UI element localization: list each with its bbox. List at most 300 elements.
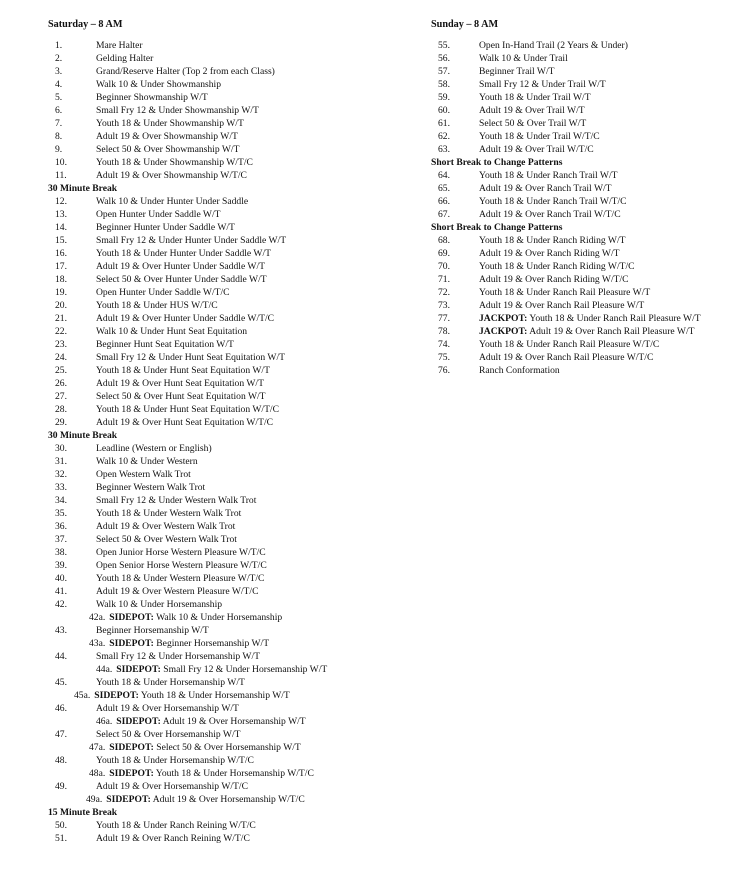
class-name-cell bbox=[96, 546, 266, 559]
jackpot-label: JACKPOT: bbox=[479, 313, 528, 324]
break-heading: Short Break to Change Patterns bbox=[431, 157, 563, 168]
class-number: 7. bbox=[55, 118, 63, 129]
class-name-cell bbox=[479, 130, 600, 143]
class-name: Adult 19 & Over Trail W/T/C bbox=[479, 144, 594, 155]
class-row bbox=[431, 182, 731, 195]
class-name: Select 50 & Over Hunt Seat Equitation W/T bbox=[96, 391, 266, 402]
class-name: Small Fry 12 & Under Horsemanship W/T bbox=[96, 651, 260, 662]
class-name-cell bbox=[96, 403, 279, 416]
class-name-cell bbox=[479, 208, 621, 221]
class-row bbox=[48, 364, 388, 377]
class-name-cell bbox=[479, 117, 586, 130]
class-row bbox=[431, 260, 731, 273]
sidepot-row bbox=[48, 689, 388, 702]
class-number: 6. bbox=[55, 105, 63, 116]
class-name: Youth 18 & Under Trail W/T/C bbox=[479, 131, 600, 142]
class-name: Adult 19 & Over Hunter Under Saddle W/T bbox=[96, 261, 266, 272]
class-number: 68. bbox=[438, 235, 450, 246]
class-number: 23. bbox=[55, 339, 67, 350]
class-name: Adult 19 & Over Showmanship W/T bbox=[96, 131, 238, 142]
class-name: Youth 18 & Under HUS W/T/C bbox=[96, 300, 218, 311]
class-row bbox=[431, 351, 731, 364]
class-name-cell bbox=[96, 78, 221, 91]
class-number: 58. bbox=[438, 79, 450, 90]
class-row bbox=[48, 247, 388, 260]
class-row bbox=[431, 234, 731, 247]
class-name-cell bbox=[479, 78, 606, 91]
class-number: 3. bbox=[55, 66, 63, 77]
class-row bbox=[48, 624, 388, 637]
break-heading: 15 Minute Break bbox=[48, 807, 118, 818]
class-number: 46. bbox=[55, 703, 67, 714]
class-number: 72. bbox=[438, 287, 450, 298]
class-name: Beginner Hunter Under Saddle W/T bbox=[96, 222, 235, 233]
class-number: 65. bbox=[438, 183, 450, 194]
sidepot-row bbox=[48, 767, 388, 780]
class-name: Beginner Horsemanship W/T bbox=[156, 638, 270, 649]
class-name: Adult 19 & Over Ranch Riding W/T/C bbox=[479, 274, 629, 285]
class-number: 76. bbox=[438, 365, 450, 376]
class-name: Small Fry 12 & Under Hunt Seat Equitation W/T bbox=[96, 352, 286, 363]
class-name: Open Western Walk Trot bbox=[96, 469, 191, 480]
class-row bbox=[48, 65, 388, 78]
sidepot-row bbox=[48, 611, 388, 624]
class-name: Beginner Showmanship W/T bbox=[96, 92, 208, 103]
class-name-cell bbox=[96, 221, 235, 234]
class-name: Open Hunter Under Saddle W/T bbox=[96, 209, 221, 220]
class-name: Walk 10 & Under Trail bbox=[479, 53, 568, 64]
class-row bbox=[48, 52, 388, 65]
jackpot-label: JACKPOT: bbox=[479, 326, 528, 337]
class-name: Youth 18 & Under Showmanship W/T bbox=[96, 118, 244, 129]
class-number: 38. bbox=[55, 547, 67, 558]
break-heading: Short Break to Change Patterns bbox=[431, 222, 563, 233]
class-name: Youth 18 & Under Western Pleasure W/T/C bbox=[96, 573, 265, 584]
class-row bbox=[48, 754, 388, 767]
class-name-cell bbox=[96, 481, 205, 494]
class-name: Select 50 & Over Trail W/T bbox=[479, 118, 587, 129]
class-name-cell bbox=[479, 91, 591, 104]
class-number: 1. bbox=[55, 40, 63, 51]
class-name: Small Fry 12 & Under Western Walk Trot bbox=[96, 495, 257, 506]
class-name-cell bbox=[479, 143, 594, 156]
class-row bbox=[431, 104, 731, 117]
class-name-cell bbox=[96, 572, 264, 585]
class-row bbox=[48, 273, 388, 286]
class-row bbox=[48, 819, 388, 832]
class-name: Small Fry 12 & Under Horsemanship W/T bbox=[163, 664, 328, 675]
class-number: 66. bbox=[438, 196, 450, 207]
class-name-cell bbox=[96, 455, 198, 468]
class-name-cell bbox=[96, 130, 238, 143]
class-row bbox=[431, 273, 731, 286]
sidepot-row bbox=[48, 715, 388, 728]
class-number: 29. bbox=[55, 417, 67, 428]
class-name: Beginner Hunt Seat Equitation W/T bbox=[96, 339, 234, 350]
class-name: Grand/Reserve Halter (Top 2 from each Class) bbox=[96, 66, 275, 77]
class-number: 20. bbox=[55, 300, 67, 311]
class-number: 35. bbox=[55, 508, 67, 519]
class-name-cell bbox=[96, 156, 253, 169]
class-number: 25. bbox=[55, 365, 67, 376]
class-number: 47. bbox=[55, 729, 67, 740]
class-name-cell bbox=[479, 260, 635, 273]
class-row bbox=[48, 572, 388, 585]
class-name-cell bbox=[96, 832, 250, 845]
class-row bbox=[48, 117, 388, 130]
class-number: 49a. bbox=[86, 794, 103, 805]
class-row bbox=[431, 130, 731, 143]
class-number: 43a. bbox=[89, 638, 106, 649]
class-number: 64. bbox=[438, 170, 450, 181]
class-number: 60. bbox=[438, 105, 450, 116]
class-number: 32. bbox=[55, 469, 67, 480]
class-row bbox=[48, 208, 388, 221]
class-name-cell bbox=[96, 390, 266, 403]
class-number: 9. bbox=[55, 144, 63, 155]
class-row bbox=[48, 455, 388, 468]
saturday-heading: Saturday – 8 AM bbox=[48, 19, 123, 30]
class-name: Open In-Hand Trail (2 Years & Under) bbox=[479, 40, 628, 51]
class-row bbox=[48, 728, 388, 741]
class-name: Youth 18 & Under Horsemanship W/T bbox=[96, 677, 245, 688]
class-name-cell bbox=[96, 507, 241, 520]
class-name: Adult 19 & Over Hunt Seat Equitation W/T/C bbox=[96, 417, 274, 428]
class-number: 55. bbox=[438, 40, 450, 51]
class-row bbox=[48, 442, 388, 455]
sunday-heading: Sunday – 8 AM bbox=[431, 19, 499, 30]
class-name-cell bbox=[96, 91, 208, 104]
class-row bbox=[431, 312, 731, 325]
class-name: Select 50 & Over Horsemanship W/T bbox=[156, 742, 301, 753]
class-number: 19. bbox=[55, 287, 67, 298]
class-name-cell bbox=[96, 416, 273, 429]
class-row bbox=[48, 351, 388, 364]
class-name: Walk 10 & Under Hunt Seat Equitation bbox=[96, 326, 248, 337]
class-name-cell bbox=[96, 442, 212, 455]
class-name-cell bbox=[96, 494, 256, 507]
class-name: Open Junior Horse Western Pleasure W/T/C bbox=[96, 547, 266, 558]
class-name: Adult 19 & Over Ranch Riding W/T bbox=[479, 248, 620, 259]
class-name: Youth 18 & Under Showmanship W/T/C bbox=[96, 157, 253, 168]
class-number: 44. bbox=[55, 651, 67, 662]
class-name-cell bbox=[479, 195, 627, 208]
class-name: Adult 19 & Over Horsemanship W/T bbox=[96, 703, 239, 714]
class-number: 57. bbox=[438, 66, 450, 77]
class-name-cell bbox=[479, 39, 628, 52]
class-name: Select 50 & Over Western Walk Trot bbox=[96, 534, 237, 545]
class-name: Youth 18 & Under Hunt Seat Equitation W/T bbox=[96, 365, 270, 376]
class-name: Mare Halter bbox=[96, 40, 143, 51]
class-name-cell bbox=[96, 728, 241, 741]
class-name: Select 50 & Over Showmanship W/T bbox=[96, 144, 240, 155]
class-row bbox=[431, 169, 731, 182]
class-number: 30. bbox=[55, 443, 67, 454]
class-name-cell bbox=[479, 182, 612, 195]
class-number: 44a. bbox=[96, 664, 113, 675]
class-number: 37. bbox=[55, 534, 67, 545]
class-name: Youth 18 & Under Western Walk Trot bbox=[96, 508, 242, 519]
class-name-cell bbox=[96, 364, 270, 377]
class-name: Open Senior Horse Western Pleasure W/T/C bbox=[96, 560, 267, 571]
class-name: Adult 19 & Over Ranch Trail W/T bbox=[479, 183, 612, 194]
class-number: 21. bbox=[55, 313, 67, 324]
break-heading: 30 Minute Break bbox=[48, 183, 118, 194]
class-name: Small Fry 12 & Under Trail W/T bbox=[479, 79, 606, 90]
class-row bbox=[48, 676, 388, 689]
class-number: 31. bbox=[55, 456, 67, 467]
class-number: 34. bbox=[55, 495, 67, 506]
class-row bbox=[48, 650, 388, 663]
class-row bbox=[48, 338, 388, 351]
class-name-cell bbox=[96, 520, 235, 533]
class-name-cell bbox=[479, 312, 701, 325]
class-row bbox=[48, 169, 388, 182]
class-name-cell bbox=[96, 117, 244, 130]
class-number: 70. bbox=[438, 261, 450, 272]
class-name: Adult 19 & Over Hunt Seat Equitation W/T bbox=[96, 378, 264, 389]
class-row bbox=[48, 260, 388, 273]
class-name: Youth 18 & Under Hunter Under Saddle W/T bbox=[96, 248, 271, 259]
class-number: 61. bbox=[438, 118, 450, 129]
class-row bbox=[48, 403, 388, 416]
class-name: Youth 18 & Under Ranch Rail Pleasure W/T/C bbox=[479, 339, 660, 350]
class-name: Adult 19 & Over Ranch Reining W/T/C bbox=[96, 833, 250, 844]
class-number: 16. bbox=[55, 248, 67, 259]
sidepot-label: SIDEPOT: bbox=[116, 664, 161, 675]
class-row bbox=[48, 91, 388, 104]
class-name-cell bbox=[96, 104, 259, 117]
class-name-cell bbox=[96, 468, 191, 481]
class-row bbox=[48, 312, 388, 325]
class-name-cell bbox=[96, 52, 153, 65]
class-number: 49. bbox=[55, 781, 67, 792]
class-number: 15. bbox=[55, 235, 67, 246]
class-row bbox=[431, 195, 731, 208]
class-name-cell bbox=[96, 754, 254, 767]
class-number: 45. bbox=[55, 677, 67, 688]
class-name-cell bbox=[479, 104, 585, 117]
class-number: 5. bbox=[55, 92, 63, 103]
class-number: 46a. bbox=[96, 716, 113, 727]
class-name: Youth 18 & Under Ranch Riding W/T/C bbox=[479, 261, 635, 272]
class-name-cell bbox=[96, 286, 230, 299]
class-name: Adult 19 & Over Ranch Trail W/T/C bbox=[479, 209, 621, 220]
class-row bbox=[431, 91, 731, 104]
class-name: Select 50 & Over Hunter Under Saddle W/T bbox=[96, 274, 267, 285]
class-number: 78. bbox=[438, 326, 450, 337]
class-number: 43. bbox=[55, 625, 67, 636]
class-name: Adult 19 & Over Horsemanship W/T bbox=[162, 716, 306, 727]
class-name-cell bbox=[96, 273, 267, 286]
class-row bbox=[431, 39, 731, 52]
sidepot-label: SIDEPOT: bbox=[106, 794, 151, 805]
class-name-cell bbox=[479, 169, 618, 182]
class-name-cell bbox=[479, 52, 568, 65]
class-row bbox=[48, 130, 388, 143]
class-row bbox=[48, 559, 388, 572]
class-number: 41. bbox=[55, 586, 67, 597]
class-name-cell bbox=[96, 65, 275, 78]
class-number: 27. bbox=[55, 391, 67, 402]
class-row bbox=[48, 585, 388, 598]
sidepot-label: SIDEPOT: bbox=[116, 716, 161, 727]
class-name-cell bbox=[479, 234, 625, 247]
class-row bbox=[431, 247, 731, 260]
class-name: Walk 10 & Under Western bbox=[96, 456, 198, 467]
class-number: 45a. bbox=[74, 690, 91, 701]
class-row bbox=[48, 221, 388, 234]
class-row bbox=[48, 299, 388, 312]
class-name-cell bbox=[96, 585, 258, 598]
class-name: Adult 19 & Over Western Walk Trot bbox=[96, 521, 236, 532]
class-name-cell bbox=[479, 286, 650, 299]
class-row bbox=[48, 39, 388, 52]
class-number: 50. bbox=[55, 820, 67, 831]
class-name-cell bbox=[96, 624, 209, 637]
class-row bbox=[48, 156, 388, 169]
class-number: 36. bbox=[55, 521, 67, 532]
class-row bbox=[48, 234, 388, 247]
class-number: 22. bbox=[55, 326, 67, 337]
class-name: Walk 10 & Under Showmanship bbox=[96, 79, 221, 90]
class-number: 77. bbox=[438, 313, 450, 324]
class-row bbox=[431, 299, 731, 312]
class-number: 24. bbox=[55, 352, 67, 363]
class-name-cell bbox=[96, 351, 285, 364]
class-number: 40. bbox=[55, 573, 67, 584]
class-number: 28. bbox=[55, 404, 67, 415]
class-row bbox=[48, 702, 388, 715]
class-row bbox=[48, 494, 388, 507]
class-row bbox=[431, 208, 731, 221]
class-name: Select 50 & Over Horsemanship W/T bbox=[96, 729, 241, 740]
class-name: Youth 18 & Under Ranch Rail Pleasure W/T bbox=[529, 313, 701, 324]
class-name-cell bbox=[96, 260, 265, 273]
class-number: 48. bbox=[55, 755, 67, 766]
class-name: Walk 10 & Under Horsemanship bbox=[156, 612, 283, 623]
class-name-cell bbox=[479, 338, 659, 351]
class-name-cell bbox=[479, 351, 653, 364]
sunday-class-list bbox=[431, 39, 731, 377]
class-row bbox=[48, 780, 388, 793]
sidepot-row bbox=[48, 741, 388, 754]
class-row bbox=[48, 104, 388, 117]
class-name: Adult 19 & Over Horsemanship W/T/C bbox=[152, 794, 305, 805]
class-number: 75. bbox=[438, 352, 450, 363]
class-name-cell bbox=[96, 312, 274, 325]
class-name-cell bbox=[96, 39, 143, 52]
class-name: Youth 18 & Under Ranch Trail W/T/C bbox=[479, 196, 627, 207]
class-name: Open Hunter Under Saddle W/T/C bbox=[96, 287, 230, 298]
class-name-cell bbox=[96, 143, 239, 156]
class-row bbox=[48, 481, 388, 494]
class-name-cell bbox=[96, 780, 248, 793]
class-number: 73. bbox=[438, 300, 450, 311]
class-name: Ranch Conformation bbox=[479, 365, 560, 376]
class-number: 10. bbox=[55, 157, 67, 168]
class-name: Gelding Halter bbox=[96, 53, 154, 64]
sidepot-label: SIDEPOT: bbox=[109, 768, 154, 779]
class-row bbox=[48, 832, 388, 845]
class-name-cell bbox=[96, 208, 221, 221]
class-name: Youth 18 & Under Horsemanship W/T/C bbox=[155, 768, 314, 779]
class-name: Adult 19 & Over Western Pleasure W/T/C bbox=[96, 586, 259, 597]
class-name-cell bbox=[479, 299, 644, 312]
class-name: Beginner Horsemanship W/T bbox=[96, 625, 209, 636]
class-number: 14. bbox=[55, 222, 67, 233]
class-number: 56. bbox=[438, 53, 450, 64]
class-row bbox=[431, 338, 731, 351]
class-number: 18. bbox=[55, 274, 67, 285]
class-number: 17. bbox=[55, 261, 67, 272]
class-name: Beginner Western Walk Trot bbox=[96, 482, 206, 493]
class-row bbox=[48, 546, 388, 559]
class-row bbox=[431, 325, 731, 338]
class-number: 69. bbox=[438, 248, 450, 259]
class-row bbox=[48, 468, 388, 481]
class-name: Walk 10 & Under Horsemanship bbox=[96, 599, 223, 610]
class-number: 47a. bbox=[89, 742, 106, 753]
class-number: 42. bbox=[55, 599, 67, 610]
sidepot-label: SIDEPOT: bbox=[109, 638, 154, 649]
class-number: 12. bbox=[55, 196, 67, 207]
class-number: 39. bbox=[55, 560, 67, 571]
class-name: Adult 19 & Over Ranch Rail Pleasure W/T bbox=[529, 326, 695, 337]
class-name-cell bbox=[96, 559, 267, 572]
class-name: Beginner Trail W/T bbox=[479, 66, 555, 77]
class-number: 62. bbox=[438, 131, 450, 142]
class-row bbox=[48, 78, 388, 91]
class-name: Youth 18 & Under Ranch Trail W/T bbox=[479, 170, 618, 181]
class-name-cell bbox=[96, 377, 264, 390]
class-number: 8. bbox=[55, 131, 63, 142]
class-row bbox=[431, 286, 731, 299]
class-row bbox=[48, 325, 388, 338]
sunday-schedule bbox=[431, 18, 731, 377]
class-name-cell bbox=[96, 338, 234, 351]
class-row bbox=[48, 598, 388, 611]
class-number: 26. bbox=[55, 378, 67, 389]
class-number: 13. bbox=[55, 209, 67, 220]
class-number: 33. bbox=[55, 482, 67, 493]
class-name: Youth 18 & Under Ranch Riding W/T bbox=[479, 235, 626, 246]
class-number: 59. bbox=[438, 92, 450, 103]
class-name: Walk 10 & Under Hunter Under Saddle bbox=[96, 196, 249, 207]
class-name-cell bbox=[479, 65, 555, 78]
class-row bbox=[48, 377, 388, 390]
class-name: Small Fry 12 & Under Showmanship W/T bbox=[96, 105, 259, 116]
class-row bbox=[431, 78, 731, 91]
class-number: 67. bbox=[438, 209, 450, 220]
class-name: Leadline (Western or English) bbox=[96, 443, 212, 454]
class-number: 2. bbox=[55, 53, 63, 64]
class-name-cell bbox=[96, 533, 237, 546]
class-row bbox=[48, 520, 388, 533]
break-heading: 30 Minute Break bbox=[48, 430, 118, 441]
class-name-cell bbox=[96, 676, 245, 689]
class-number: 63. bbox=[438, 144, 450, 155]
class-name-cell bbox=[479, 325, 695, 338]
class-name: Adult 19 & Over Trail W/T bbox=[479, 105, 585, 116]
sidepot-label: SIDEPOT: bbox=[94, 690, 139, 701]
sidepot-row bbox=[48, 793, 388, 806]
class-number: 51. bbox=[55, 833, 67, 844]
class-number: 42a. bbox=[89, 612, 106, 623]
class-number: 74. bbox=[438, 339, 450, 350]
class-name: Adult 19 & Over Ranch Rail Pleasure W/T bbox=[479, 300, 645, 311]
class-row bbox=[48, 507, 388, 520]
